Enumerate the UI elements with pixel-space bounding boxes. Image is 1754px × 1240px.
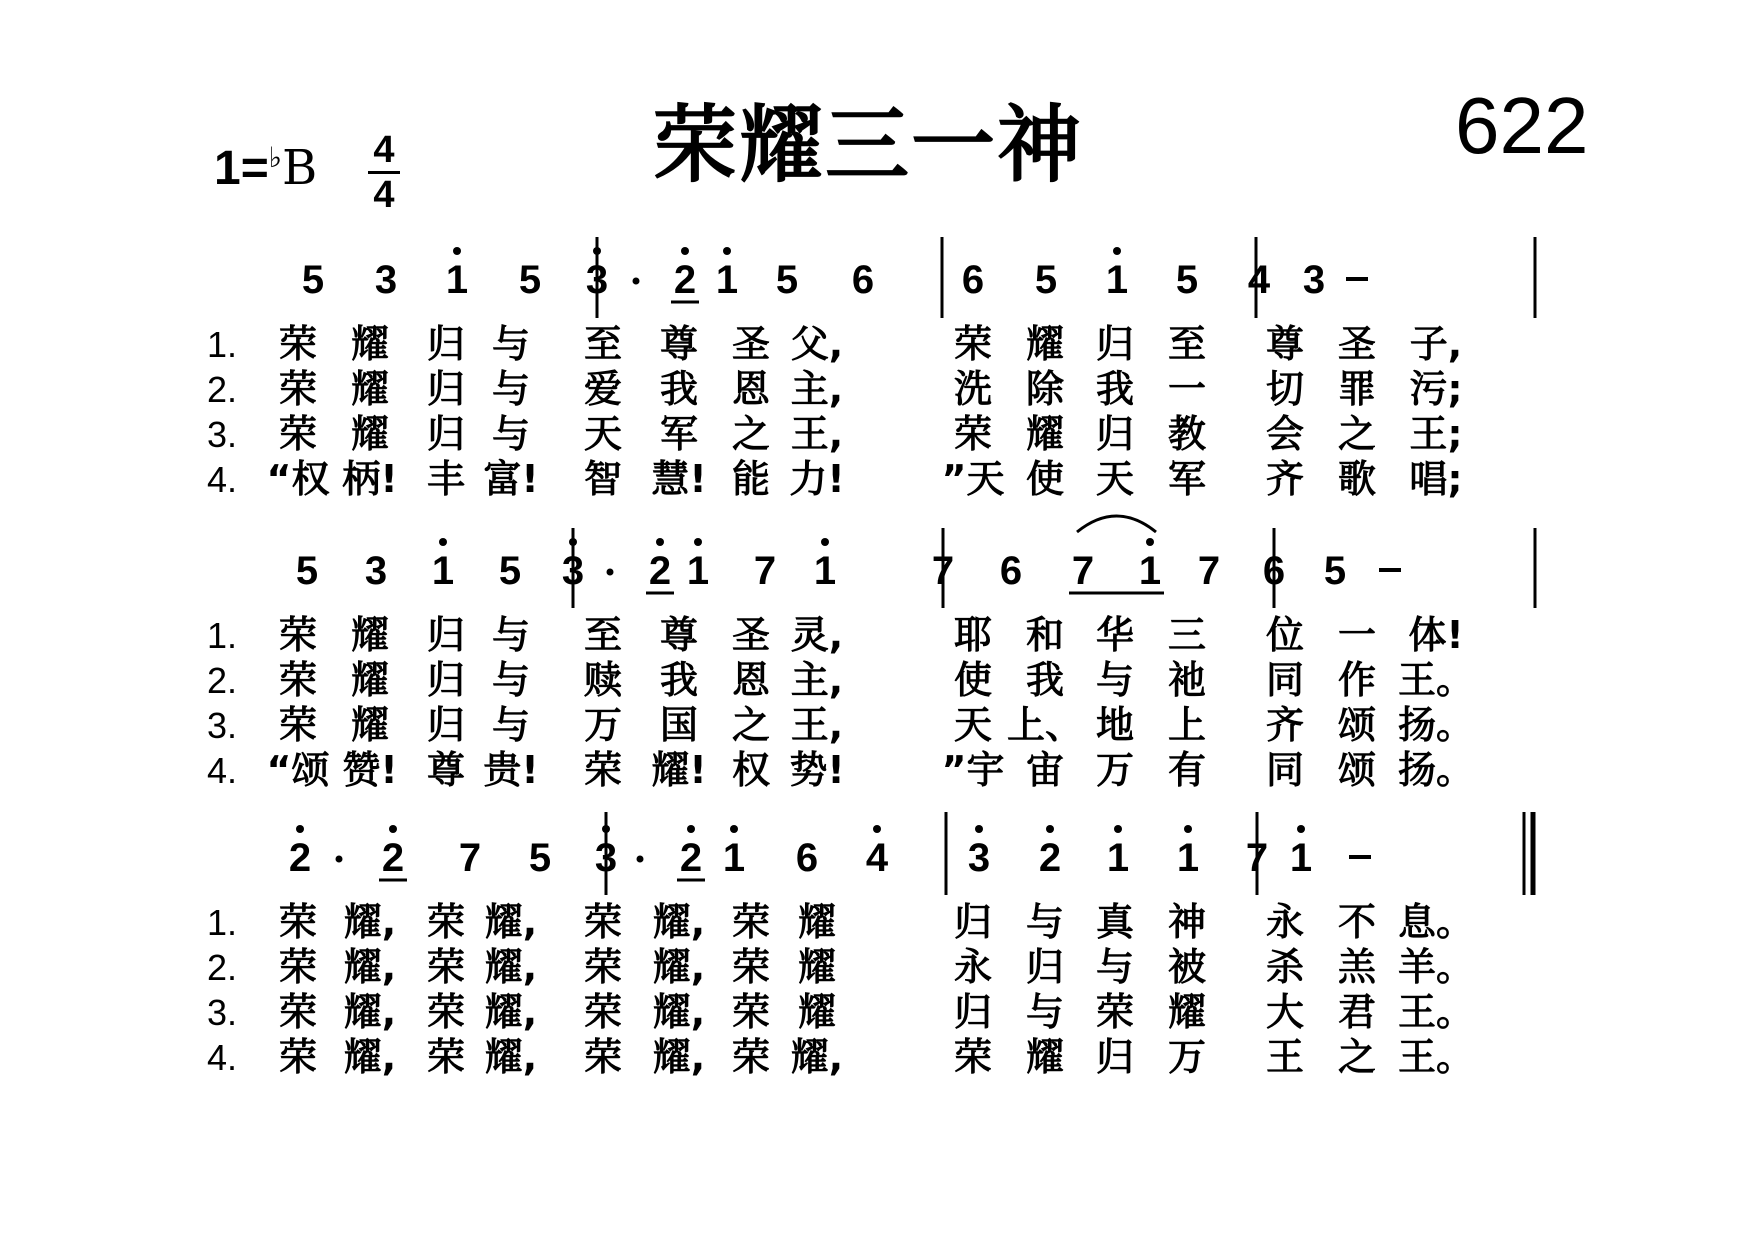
lyric-syllable: 耀 bbox=[350, 322, 390, 366]
lyric-syllable: 至 bbox=[583, 322, 623, 366]
lyric-syllable: 圣 bbox=[731, 613, 771, 657]
high-octave-dot bbox=[439, 538, 447, 546]
lyric-syllable: 王。 bbox=[1397, 1035, 1475, 1079]
verse-number: 1. bbox=[206, 615, 237, 656]
note: 2 bbox=[648, 549, 672, 593]
lyric-syllable: 万 bbox=[1095, 748, 1135, 792]
lyric-syllable: 赞! bbox=[342, 748, 398, 792]
lyric-syllable: 与 bbox=[1025, 900, 1065, 944]
lyric-syllable: 至 bbox=[583, 613, 623, 657]
note: 1 bbox=[813, 549, 837, 593]
lyric-syllable: 赎 bbox=[583, 658, 623, 702]
lyric-syllable: 神 bbox=[1167, 900, 1207, 944]
lyric-syllable: 耀 bbox=[350, 703, 390, 747]
lyric-syllable: 之 bbox=[731, 412, 771, 456]
lyric-syllable: 同 bbox=[1265, 748, 1305, 792]
high-octave-dot bbox=[723, 247, 731, 255]
lyric-syllable: 耀! bbox=[651, 748, 707, 792]
note: 1 bbox=[445, 258, 469, 302]
note: 4 bbox=[1247, 258, 1271, 302]
lyric-syllable: 祂 bbox=[1167, 658, 1207, 702]
lyric-syllable: 富! bbox=[483, 457, 539, 501]
lyric-syllable: 荣 bbox=[583, 900, 623, 944]
lyric-syllable: 耀, bbox=[484, 990, 538, 1034]
note: 1 bbox=[1105, 258, 1129, 302]
lyric-syllable: 荣 bbox=[278, 900, 318, 944]
verse-number: 1. bbox=[206, 902, 237, 943]
lyric-syllable: 永 bbox=[1265, 900, 1305, 944]
lyric-syllable: 耀 bbox=[350, 412, 390, 456]
lyric-syllable: 荣 bbox=[426, 945, 466, 989]
lyric-syllable: 我 bbox=[1095, 367, 1135, 411]
high-octave-dot bbox=[1297, 825, 1305, 833]
lyric-syllable: 荣 bbox=[278, 1035, 318, 1079]
high-octave-dot bbox=[730, 825, 738, 833]
lyric-syllable: 父, bbox=[790, 322, 844, 366]
note: 5 bbox=[518, 258, 542, 302]
time-top: 4 bbox=[373, 129, 395, 171]
lyric-syllable: 使 bbox=[953, 658, 993, 702]
lyric-syllable: 子, bbox=[1409, 322, 1463, 366]
lyric-syllable: 荣 bbox=[1095, 990, 1135, 1034]
note: 7 bbox=[1197, 549, 1221, 593]
lyric-syllable: 天 bbox=[953, 703, 993, 747]
lyric-syllable: 颂 bbox=[1337, 703, 1377, 747]
lyric-syllable: 王; bbox=[1409, 412, 1463, 456]
lyric-syllable: 贵! bbox=[483, 748, 539, 792]
lyric-syllable: 荣 bbox=[731, 990, 771, 1034]
lyric-syllable: 荣 bbox=[278, 322, 318, 366]
lyric-syllable: ”宇 bbox=[941, 748, 1005, 792]
note: 1 bbox=[686, 549, 710, 593]
high-octave-dot bbox=[975, 825, 983, 833]
lyric-syllable: 归 bbox=[426, 613, 466, 657]
lyric-syllable: 宙 bbox=[1025, 748, 1065, 792]
lyric-syllable: 会 bbox=[1265, 412, 1305, 456]
verse-number: 2. bbox=[206, 660, 237, 701]
lyric-syllable: 尊 bbox=[659, 613, 699, 657]
note: 6 bbox=[851, 258, 875, 302]
lyric-syllable: 地 bbox=[1095, 703, 1135, 747]
augmentation-dot bbox=[633, 278, 640, 285]
lyric-syllable: 一 bbox=[1337, 613, 1377, 657]
lyric-syllable: 之 bbox=[1337, 1035, 1377, 1079]
lyric-syllable: 荣 bbox=[583, 1035, 623, 1079]
lyric-syllable: “颂 bbox=[266, 748, 330, 792]
lyric-syllable: “权 bbox=[266, 457, 330, 501]
note: 5 bbox=[498, 549, 522, 593]
lyric-syllable: 我 bbox=[659, 658, 699, 702]
high-octave-dot bbox=[681, 247, 689, 255]
lyric-syllable: 之 bbox=[731, 703, 771, 747]
lyric-syllable: 有 bbox=[1167, 748, 1207, 792]
lyric-syllable: 齐 bbox=[1265, 457, 1305, 501]
note: 5 bbox=[295, 549, 319, 593]
lyric-syllable: 万 bbox=[583, 703, 623, 747]
lyric-syllable: 恩 bbox=[731, 658, 771, 702]
lyric-syllable: 荣 bbox=[953, 322, 993, 366]
lyric-syllable: 耀 bbox=[797, 900, 837, 944]
high-octave-dot bbox=[687, 825, 695, 833]
lyric-syllable: 与 bbox=[1095, 945, 1135, 989]
lyric-syllable: 作 bbox=[1337, 658, 1377, 702]
lyric-syllable: 天 bbox=[1095, 457, 1135, 501]
high-octave-dot bbox=[389, 825, 397, 833]
lyric-syllable: 体! bbox=[1408, 613, 1464, 657]
note: 5 bbox=[1323, 549, 1347, 593]
lyric-syllable: 我 bbox=[1025, 658, 1065, 702]
lyric-syllable: 荣 bbox=[731, 900, 771, 944]
note: 2 bbox=[288, 836, 312, 880]
note: 6 bbox=[961, 258, 985, 302]
lyric-syllable: 归 bbox=[1095, 1035, 1135, 1079]
lyric-syllable: 王 bbox=[1265, 1035, 1305, 1079]
lyric-syllable: 荣 bbox=[278, 658, 318, 702]
lyric-syllable: 永 bbox=[953, 945, 993, 989]
lyric-syllable: 主, bbox=[790, 367, 844, 411]
lyric-syllable: 耀 bbox=[1025, 322, 1065, 366]
note: 1 bbox=[1138, 549, 1162, 593]
note: 6 bbox=[795, 836, 819, 880]
note: 7 bbox=[458, 836, 482, 880]
lyric-syllable: 归 bbox=[426, 658, 466, 702]
lyric-syllable: 归 bbox=[1025, 945, 1065, 989]
lyric-syllable: 尊 bbox=[426, 748, 466, 792]
lyric-syllable: 荣 bbox=[278, 703, 318, 747]
flat-sign: ♭ bbox=[268, 141, 282, 174]
lyric-syllable: 至 bbox=[1167, 322, 1207, 366]
lyric-syllable: 耀, bbox=[652, 900, 706, 944]
high-octave-dot bbox=[873, 825, 881, 833]
verse-number: 3. bbox=[206, 705, 237, 746]
lyric-syllable: 三 bbox=[1167, 613, 1207, 657]
note: 1 bbox=[1289, 836, 1313, 880]
lyric-syllable: 与 bbox=[491, 658, 531, 702]
lyric-syllable: 除 bbox=[1025, 367, 1065, 411]
lyric-syllable: 同 bbox=[1265, 658, 1305, 702]
key-note: B bbox=[281, 140, 318, 196]
lyric-syllable: 荣 bbox=[953, 1035, 993, 1079]
note: 5 bbox=[1034, 258, 1058, 302]
lyric-syllable: 军 bbox=[1167, 457, 1207, 501]
augmentation-dot bbox=[336, 856, 343, 863]
verse-number: 4. bbox=[206, 459, 237, 500]
time-bottom: 4 bbox=[373, 174, 395, 216]
lyric-syllable: 恩 bbox=[731, 367, 771, 411]
note: 1 bbox=[431, 549, 455, 593]
lyric-syllable: 大 bbox=[1265, 990, 1305, 1034]
lyric-syllable: 荣 bbox=[278, 945, 318, 989]
lyric-syllable: 上、 bbox=[1006, 703, 1084, 747]
lyric-syllable: 真 bbox=[1095, 900, 1135, 944]
lyric-syllable: 上 bbox=[1167, 703, 1207, 747]
lyric-syllable: 耀, bbox=[790, 1035, 844, 1079]
lyric-syllable: 耀, bbox=[343, 1035, 397, 1079]
lyric-syllable: 王。 bbox=[1397, 658, 1475, 702]
note: 7 bbox=[1071, 549, 1095, 593]
note: 7 bbox=[753, 549, 777, 593]
lyric-syllable: 灵, bbox=[790, 613, 844, 657]
lyric-syllable: 荣 bbox=[426, 1035, 466, 1079]
high-octave-dot bbox=[602, 825, 610, 833]
lyric-syllable: 君 bbox=[1337, 990, 1377, 1034]
note: 1 bbox=[722, 836, 746, 880]
lyric-syllable: 归 bbox=[953, 900, 993, 944]
lyric-syllable: 尊 bbox=[659, 322, 699, 366]
lyric-syllable: 耀, bbox=[652, 990, 706, 1034]
lyric-syllable: 权 bbox=[731, 748, 771, 792]
note: 4 bbox=[865, 836, 889, 880]
lyric-syllable: 与 bbox=[491, 412, 531, 456]
lyric-syllable: 耀, bbox=[484, 945, 538, 989]
lyric-syllable: 智 bbox=[583, 457, 623, 501]
lyric-syllable: 荣 bbox=[583, 990, 623, 1034]
note: 6 bbox=[1262, 549, 1286, 593]
lyric-syllable: 颂 bbox=[1337, 748, 1377, 792]
lyric-syllable: 和 bbox=[1025, 613, 1065, 657]
lyric-syllable: 罪 bbox=[1337, 367, 1377, 411]
hymn-title: 荣耀三一神 bbox=[653, 96, 1084, 194]
lyric-syllable: 教 bbox=[1167, 412, 1207, 456]
lyric-syllable: 扬。 bbox=[1397, 703, 1475, 747]
lyric-syllable: 洗 bbox=[953, 367, 993, 411]
lyric-syllable: 羊。 bbox=[1397, 945, 1475, 989]
note: 1 bbox=[1176, 836, 1200, 880]
lyric-syllable: 耀, bbox=[484, 1035, 538, 1079]
note: 3 bbox=[585, 258, 609, 302]
lyric-syllable: 扬。 bbox=[1397, 748, 1475, 792]
high-octave-dot bbox=[1184, 825, 1192, 833]
note: 3 bbox=[1302, 258, 1326, 302]
lyric-syllable: 归 bbox=[426, 322, 466, 366]
lyric-syllable: 耀 bbox=[1167, 990, 1207, 1034]
note: 7 bbox=[1245, 836, 1269, 880]
lyric-syllable: 归 bbox=[1095, 322, 1135, 366]
lyric-syllable: 荣 bbox=[583, 945, 623, 989]
lyric-syllable: 我 bbox=[659, 367, 699, 411]
note: 2 bbox=[673, 258, 697, 302]
lyric-syllable: 歌 bbox=[1337, 457, 1377, 501]
lyric-syllable: 不 bbox=[1337, 900, 1377, 944]
note: 3 bbox=[967, 836, 991, 880]
lyric-syllable: 被 bbox=[1167, 945, 1207, 989]
lyric-syllable: 能 bbox=[731, 457, 771, 501]
lyric-syllable: 与 bbox=[491, 703, 531, 747]
note: 1 bbox=[1106, 836, 1130, 880]
lyric-syllable: 耀, bbox=[484, 900, 538, 944]
lyric-syllable: 尊 bbox=[1265, 322, 1305, 366]
lyric-syllable: 与 bbox=[491, 367, 531, 411]
lyric-syllable: 耀 bbox=[1025, 1035, 1065, 1079]
verse-number: 4. bbox=[206, 750, 237, 791]
lyric-syllable: 使 bbox=[1025, 457, 1065, 501]
lyric-syllable: 荣 bbox=[426, 900, 466, 944]
lyric-syllable: 位 bbox=[1265, 613, 1305, 657]
lyric-syllable: 耀 bbox=[797, 990, 837, 1034]
lyric-syllable: 耀, bbox=[343, 945, 397, 989]
lyric-syllable: 力! bbox=[789, 457, 845, 501]
lyric-syllable: 王, bbox=[790, 412, 844, 456]
lyric-syllable: 荣 bbox=[278, 613, 318, 657]
lyric-syllable: 天 bbox=[583, 412, 623, 456]
high-octave-dot bbox=[296, 825, 304, 833]
lyric-syllable: 耀 bbox=[797, 945, 837, 989]
verse-number: 1. bbox=[206, 324, 237, 365]
lyric-syllable: 归 bbox=[953, 990, 993, 1034]
lyric-syllable: 切 bbox=[1265, 367, 1305, 411]
note: 3 bbox=[364, 549, 388, 593]
lyric-syllable: 齐 bbox=[1265, 703, 1305, 747]
note: 5 bbox=[1175, 258, 1199, 302]
lyric-syllable: 耀, bbox=[343, 990, 397, 1034]
verse-number: 4. bbox=[206, 1037, 237, 1078]
high-octave-dot bbox=[1046, 825, 1054, 833]
augmentation-dot bbox=[607, 569, 614, 576]
verse-number: 2. bbox=[206, 947, 237, 988]
lyric-syllable: 荣 bbox=[953, 412, 993, 456]
key-label: 1= bbox=[214, 142, 269, 195]
high-octave-dot bbox=[453, 247, 461, 255]
lyric-syllable: 杀 bbox=[1265, 945, 1305, 989]
high-octave-dot bbox=[1113, 247, 1121, 255]
lyric-syllable: 荣 bbox=[278, 412, 318, 456]
lyric-syllable: 耀, bbox=[343, 900, 397, 944]
note: 2 bbox=[679, 836, 703, 880]
lyric-syllable: 羔 bbox=[1337, 945, 1377, 989]
lyric-syllable: 耀 bbox=[350, 613, 390, 657]
lyric-syllable: 与 bbox=[1025, 990, 1065, 1034]
high-octave-dot bbox=[656, 538, 664, 546]
lyric-syllable: 荣 bbox=[278, 990, 318, 1034]
lyric-syllable: 主, bbox=[790, 658, 844, 702]
lyric-syllable: 王, bbox=[790, 703, 844, 747]
high-octave-dot bbox=[569, 538, 577, 546]
hymn-number: 622 bbox=[1455, 81, 1589, 170]
note: 6 bbox=[999, 549, 1023, 593]
lyric-syllable: ”天 bbox=[941, 457, 1005, 501]
lyric-syllable: 归 bbox=[426, 412, 466, 456]
lyric-syllable: 国 bbox=[659, 703, 699, 747]
high-octave-dot bbox=[694, 538, 702, 546]
lyric-syllable: 圣 bbox=[1337, 322, 1377, 366]
lyric-syllable: 归 bbox=[426, 703, 466, 747]
verse-number: 3. bbox=[206, 992, 237, 1033]
note: 2 bbox=[1038, 836, 1062, 880]
note: 7 bbox=[931, 549, 955, 593]
note: 1 bbox=[715, 258, 739, 302]
note: 2 bbox=[381, 836, 405, 880]
lyric-syllable: 荣 bbox=[426, 990, 466, 1034]
slur bbox=[1077, 516, 1156, 532]
lyric-syllable: 归 bbox=[1095, 412, 1135, 456]
lyric-syllable: 耀 bbox=[350, 658, 390, 702]
note: 3 bbox=[594, 836, 618, 880]
lyric-syllable: 一 bbox=[1167, 367, 1207, 411]
lyric-syllable: 唱; bbox=[1409, 457, 1463, 501]
note: 5 bbox=[528, 836, 552, 880]
lyric-syllable: 势! bbox=[789, 748, 845, 792]
lyric-syllable: 与 bbox=[1095, 658, 1135, 702]
lyric-syllable: 耀, bbox=[652, 945, 706, 989]
lyric-syllable: 慧! bbox=[651, 457, 707, 501]
verse-number: 2. bbox=[206, 369, 237, 410]
note: 5 bbox=[775, 258, 799, 302]
lyric-syllable: 与 bbox=[491, 613, 531, 657]
note: 3 bbox=[561, 549, 585, 593]
lyric-syllable: 与 bbox=[491, 322, 531, 366]
lyric-syllable: 耀, bbox=[652, 1035, 706, 1079]
lyric-syllable: 耀 bbox=[1025, 412, 1065, 456]
high-octave-dot bbox=[1114, 825, 1122, 833]
lyric-syllable: 华 bbox=[1095, 613, 1135, 657]
lyric-syllable: 耀 bbox=[350, 367, 390, 411]
high-octave-dot bbox=[593, 247, 601, 255]
lyric-syllable: 归 bbox=[426, 367, 466, 411]
high-octave-dot bbox=[1146, 538, 1154, 546]
note: 3 bbox=[374, 258, 398, 302]
lyric-syllable: 荣 bbox=[583, 748, 623, 792]
lyric-syllable: 荣 bbox=[731, 1035, 771, 1079]
lyric-syllable: 污; bbox=[1409, 367, 1463, 411]
lyric-syllable: 之 bbox=[1337, 412, 1377, 456]
lyric-syllable: 圣 bbox=[731, 322, 771, 366]
lyric-syllable: 军 bbox=[659, 412, 699, 456]
lyric-syllable: 耶 bbox=[953, 613, 993, 657]
lyric-syllable: 丰 bbox=[426, 457, 466, 501]
lyric-syllable: 万 bbox=[1167, 1035, 1207, 1079]
high-octave-dot bbox=[821, 538, 829, 546]
augmentation-dot bbox=[637, 856, 644, 863]
note: 5 bbox=[301, 258, 325, 302]
lyric-syllable: 柄! bbox=[342, 457, 398, 501]
verse-number: 3. bbox=[206, 414, 237, 455]
lyric-syllable: 息。 bbox=[1397, 900, 1475, 944]
lyric-syllable: 荣 bbox=[731, 945, 771, 989]
lyric-syllable: 王。 bbox=[1397, 990, 1475, 1034]
lyric-syllable: 爱 bbox=[583, 367, 623, 411]
lyric-syllable: 荣 bbox=[278, 367, 318, 411]
